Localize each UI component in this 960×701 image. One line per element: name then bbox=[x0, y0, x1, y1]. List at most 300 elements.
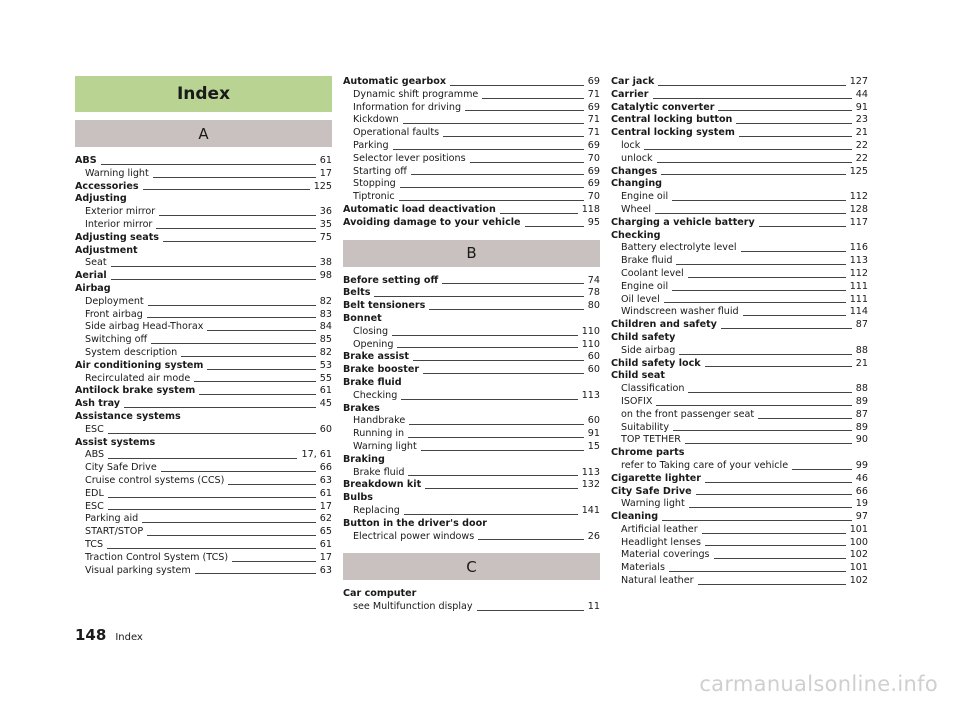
entry-label: Wheel bbox=[621, 203, 652, 215]
entry-label: Traction Control System (TCS) bbox=[85, 551, 229, 563]
dot-leader bbox=[736, 123, 851, 124]
dot-leader bbox=[705, 545, 846, 546]
entry-label: Parking aid bbox=[85, 513, 139, 525]
entry-page-ref[interactable]: 61 bbox=[319, 538, 332, 550]
entry-page-ref[interactable]: 63 bbox=[319, 474, 332, 486]
index-entry bbox=[611, 114, 868, 127]
dot-leader bbox=[525, 226, 584, 227]
entry-label: START/STOP bbox=[85, 526, 144, 538]
index-subentry bbox=[343, 531, 600, 544]
entry-label: Ash tray bbox=[75, 398, 121, 410]
entry-page-ref[interactable]: 117 bbox=[849, 216, 868, 228]
index-subentry bbox=[343, 415, 600, 428]
index-subentry bbox=[611, 306, 868, 319]
entry-page-ref[interactable]: 66 bbox=[855, 485, 868, 497]
entry-page-ref[interactable]: 141 bbox=[581, 504, 600, 516]
entry-page-ref[interactable]: 88 bbox=[855, 383, 868, 395]
dot-leader bbox=[743, 315, 846, 316]
index-subentry bbox=[75, 565, 332, 578]
entry-label: Button in the driver's door bbox=[343, 517, 487, 529]
index-subentry bbox=[75, 552, 332, 565]
entry-label: Starting off bbox=[353, 165, 407, 177]
section-spacer bbox=[343, 543, 600, 553]
index-subentry bbox=[343, 467, 600, 480]
entry-label: Windscreen washer fluid bbox=[621, 306, 739, 318]
entry-page-ref[interactable]: 22 bbox=[855, 139, 868, 151]
entry-page-ref[interactable]: 75 bbox=[319, 231, 332, 243]
dot-leader bbox=[421, 450, 584, 451]
index-subentry bbox=[611, 383, 868, 396]
entry-label: ESC bbox=[85, 423, 104, 435]
entry-label: City Safe Drive bbox=[85, 462, 157, 474]
entry-page-ref[interactable]: 71 bbox=[587, 114, 600, 126]
index-entry bbox=[343, 313, 600, 326]
dot-leader bbox=[465, 110, 584, 111]
index-subentry bbox=[343, 166, 600, 179]
entry-label: Exterior mirror bbox=[85, 206, 156, 218]
entry-label: Front airbag bbox=[85, 308, 143, 320]
entry-label: Adjusting seats bbox=[75, 231, 160, 243]
dot-leader bbox=[477, 610, 584, 611]
entry-label: ABS bbox=[75, 155, 97, 166]
dot-leader bbox=[685, 443, 852, 444]
entry-label: Parking bbox=[353, 139, 389, 151]
index-entry bbox=[343, 204, 600, 217]
entry-label: Assist systems bbox=[75, 436, 156, 448]
entry-page-ref[interactable]: 99 bbox=[855, 459, 868, 471]
index-column-1 bbox=[75, 76, 332, 577]
entry-page-ref[interactable]: 17 bbox=[319, 500, 332, 512]
entry-page-ref[interactable]: 128 bbox=[849, 203, 868, 215]
index-subentry bbox=[75, 206, 332, 219]
dot-leader bbox=[392, 335, 578, 336]
entry-page-ref[interactable]: 87 bbox=[855, 408, 868, 420]
entry-label: Car computer bbox=[343, 588, 417, 600]
entry-page-ref[interactable]: 83 bbox=[319, 308, 332, 320]
index-subentry bbox=[611, 281, 868, 294]
entry-label: Cleaning bbox=[611, 511, 659, 523]
index-subentry bbox=[75, 513, 332, 526]
entry-label: Belts bbox=[343, 287, 371, 299]
entry-label: Warning light bbox=[353, 440, 417, 452]
entry-page-ref[interactable]: 69 bbox=[587, 101, 600, 113]
entry-label: Operational faults bbox=[353, 127, 440, 139]
entry-page-ref[interactable]: 102 bbox=[849, 549, 868, 561]
index-subentry bbox=[611, 191, 868, 204]
entry-page-ref[interactable]: 38 bbox=[319, 257, 332, 269]
dot-leader bbox=[478, 539, 584, 540]
dot-leader bbox=[147, 317, 316, 318]
index-entry bbox=[611, 102, 868, 115]
entry-page-ref[interactable]: 125 bbox=[849, 165, 868, 177]
index-entry bbox=[611, 332, 868, 345]
dot-leader bbox=[705, 366, 852, 367]
dot-leader bbox=[425, 488, 578, 489]
entry-page-ref[interactable]: 95 bbox=[587, 216, 600, 228]
entry-page-ref[interactable]: 82 bbox=[319, 295, 332, 307]
entry-label: Child seat bbox=[611, 370, 665, 382]
dot-leader bbox=[658, 85, 845, 86]
entry-page-ref[interactable]: 60 bbox=[587, 364, 600, 376]
index-entry bbox=[343, 588, 600, 601]
dot-leader bbox=[423, 373, 584, 374]
entry-label: Charging a vehicle battery bbox=[611, 216, 755, 228]
index-subentry bbox=[343, 601, 600, 614]
entry-page-ref[interactable]: 61 bbox=[319, 385, 332, 397]
entry-label: EDL bbox=[85, 487, 104, 499]
dot-leader bbox=[101, 164, 316, 165]
dot-leader bbox=[661, 174, 845, 175]
dot-leader bbox=[108, 458, 297, 459]
index-entry bbox=[611, 127, 868, 140]
entry-label: Cigarette lighter bbox=[611, 472, 702, 484]
index-subentry bbox=[343, 428, 600, 441]
entry-page-ref[interactable]: 116 bbox=[849, 242, 868, 254]
entry-label: see Multifunction display bbox=[353, 601, 473, 613]
index-entry bbox=[343, 377, 600, 390]
dot-leader bbox=[792, 469, 852, 470]
dot-leader bbox=[741, 251, 846, 252]
entry-page-ref[interactable]: 85 bbox=[319, 334, 332, 346]
entry-label: Child safety bbox=[611, 331, 676, 343]
entry-label: Switching off bbox=[85, 334, 148, 346]
entry-label: Automatic load deactivation bbox=[343, 203, 496, 215]
index-subentry bbox=[611, 140, 868, 153]
dot-leader bbox=[672, 290, 846, 291]
entry-label: Brake assist bbox=[343, 351, 409, 363]
dot-leader bbox=[759, 226, 846, 227]
dot-leader bbox=[232, 561, 316, 562]
entry-page-ref[interactable]: 61 bbox=[319, 155, 332, 166]
entry-page-ref[interactable]: 84 bbox=[319, 321, 332, 333]
entry-label: refer to Taking care of your vehicle bbox=[621, 459, 789, 471]
entry-label: Antilock brake system bbox=[75, 385, 196, 397]
entry-page-ref[interactable]: 118 bbox=[581, 203, 600, 215]
dot-leader bbox=[151, 343, 316, 344]
entry-page-ref[interactable]: 111 bbox=[849, 280, 868, 292]
entry-page-ref[interactable]: 101 bbox=[849, 523, 868, 535]
dot-leader bbox=[669, 571, 846, 572]
entry-label: Natural leather bbox=[621, 575, 694, 587]
index-entry bbox=[611, 511, 868, 524]
entry-page-ref[interactable]: 132 bbox=[581, 479, 600, 491]
dot-leader bbox=[159, 215, 316, 216]
index-subentry bbox=[75, 424, 332, 437]
entry-page-ref[interactable]: 69 bbox=[587, 165, 600, 177]
index-entry bbox=[611, 358, 868, 371]
entry-page-ref[interactable]: 60 bbox=[587, 351, 600, 363]
entry-label: Classification bbox=[621, 383, 685, 395]
index-subentry bbox=[343, 140, 600, 153]
entry-page-ref[interactable]: 63 bbox=[319, 564, 332, 576]
index-entry bbox=[343, 300, 600, 313]
entry-page-ref[interactable]: 113 bbox=[849, 255, 868, 267]
index-entry bbox=[611, 486, 868, 499]
index-subentry bbox=[611, 294, 868, 307]
dot-leader bbox=[758, 418, 852, 419]
dot-leader bbox=[400, 187, 584, 188]
entry-label: Bulbs bbox=[343, 492, 374, 504]
index-entry bbox=[343, 479, 600, 492]
entry-page-ref[interactable]: 110 bbox=[581, 338, 600, 350]
dot-leader bbox=[374, 296, 583, 297]
entry-label: Child safety lock bbox=[611, 357, 701, 369]
dot-leader bbox=[739, 136, 852, 137]
dot-leader bbox=[111, 266, 316, 267]
dot-leader bbox=[656, 405, 851, 406]
entry-page-ref[interactable]: 60 bbox=[319, 423, 332, 435]
index-subentry bbox=[75, 373, 332, 386]
entry-page-ref[interactable]: 69 bbox=[587, 139, 600, 151]
entry-label: Central locking button bbox=[611, 114, 733, 126]
entry-page-ref[interactable]: 98 bbox=[319, 270, 332, 282]
index-subentry bbox=[75, 168, 332, 181]
entry-page-ref[interactable]: 102 bbox=[849, 575, 868, 587]
entry-page-ref[interactable]: 26 bbox=[587, 530, 600, 542]
entry-page-ref[interactable]: 60 bbox=[587, 415, 600, 427]
entry-label: Brake booster bbox=[343, 364, 420, 376]
entry-label: Side airbag bbox=[621, 344, 676, 356]
section-letter-header: C bbox=[343, 553, 600, 580]
dot-leader bbox=[194, 381, 316, 382]
index-subentry bbox=[611, 255, 868, 268]
index-subentry bbox=[75, 539, 332, 552]
entry-label: Dynamic shift programme bbox=[353, 88, 479, 100]
dot-leader bbox=[721, 328, 852, 329]
entry-label: Adjustment bbox=[75, 244, 138, 256]
index-subentry bbox=[343, 339, 600, 352]
index-subentry bbox=[75, 475, 332, 488]
entry-label: Kickdown bbox=[353, 114, 399, 126]
entry-page-ref[interactable]: 97 bbox=[855, 511, 868, 523]
dot-leader bbox=[676, 264, 845, 265]
index-entry bbox=[611, 319, 868, 332]
index-subentry bbox=[343, 191, 600, 204]
entry-page-ref[interactable]: 111 bbox=[849, 293, 868, 305]
index-entry bbox=[75, 283, 332, 296]
entry-label: Replacing bbox=[353, 504, 400, 516]
entry-page-ref[interactable]: 71 bbox=[587, 88, 600, 100]
entry-page-ref[interactable]: 91 bbox=[587, 428, 600, 440]
entry-label: Headlight lenses bbox=[621, 536, 701, 548]
index-subentry bbox=[75, 309, 332, 322]
entry-page-ref[interactable]: 112 bbox=[849, 267, 868, 279]
entry-label: Engine oil bbox=[621, 191, 669, 203]
entry-label: Car jack bbox=[611, 76, 655, 87]
dot-leader bbox=[403, 123, 584, 124]
entry-page-ref[interactable]: 114 bbox=[849, 306, 868, 318]
entry-page-ref[interactable]: 53 bbox=[319, 359, 332, 371]
entry-page-ref[interactable]: 21 bbox=[855, 127, 868, 139]
entry-page-ref[interactable]: 17, 61 bbox=[301, 449, 332, 461]
index-subentry bbox=[611, 524, 868, 537]
index-entry bbox=[343, 454, 600, 467]
index-subentry bbox=[611, 268, 868, 281]
entry-page-ref[interactable]: 65 bbox=[319, 526, 332, 538]
entry-page-ref[interactable]: 35 bbox=[319, 218, 332, 230]
index-subentry bbox=[611, 434, 868, 447]
index-subentry bbox=[611, 537, 868, 550]
entry-page-ref[interactable]: 101 bbox=[849, 562, 868, 574]
index-entry bbox=[343, 518, 600, 531]
entry-label: Catalytic converter bbox=[611, 101, 715, 113]
entry-label: Battery electrolyte level bbox=[621, 242, 737, 254]
entry-page-ref[interactable]: 70 bbox=[587, 191, 600, 203]
entry-page-ref[interactable]: 80 bbox=[587, 300, 600, 312]
entry-label: Cruise control systems (CCS) bbox=[85, 474, 225, 486]
entry-page-ref[interactable]: 127 bbox=[849, 76, 868, 87]
dot-leader bbox=[124, 407, 316, 408]
entry-page-ref[interactable]: 100 bbox=[849, 536, 868, 548]
entry-label: Handbrake bbox=[353, 415, 406, 427]
index-subentry bbox=[75, 462, 332, 475]
dot-leader bbox=[662, 520, 852, 521]
entry-label: Braking bbox=[343, 453, 385, 465]
index-subentry bbox=[611, 396, 868, 409]
dot-leader bbox=[470, 162, 584, 163]
index-subentry bbox=[343, 153, 600, 166]
entry-label: Carrier bbox=[611, 88, 649, 100]
entry-label: Engine oil bbox=[621, 280, 669, 292]
dot-leader bbox=[500, 213, 578, 214]
entry-page-ref[interactable]: 17 bbox=[319, 551, 332, 563]
entry-page-ref[interactable]: 46 bbox=[855, 472, 868, 484]
entry-label: Warning light bbox=[85, 167, 149, 179]
dot-leader bbox=[644, 149, 851, 150]
entry-label: Brakes bbox=[343, 402, 380, 414]
index-entry bbox=[611, 217, 868, 230]
entry-label: Side airbag Head-Thorax bbox=[85, 321, 204, 333]
section-spacer bbox=[343, 230, 600, 240]
entry-label: Before setting off bbox=[343, 274, 439, 286]
index-entry bbox=[75, 270, 332, 283]
entry-page-ref[interactable]: 23 bbox=[855, 114, 868, 126]
dot-leader bbox=[413, 360, 584, 361]
entry-page-ref[interactable]: 19 bbox=[855, 498, 868, 510]
entry-page-ref[interactable]: 70 bbox=[587, 152, 600, 164]
index-subentry bbox=[611, 460, 868, 473]
entry-page-ref[interactable]: 125 bbox=[313, 180, 332, 192]
entry-page-ref[interactable]: 71 bbox=[587, 127, 600, 139]
dot-leader bbox=[108, 497, 316, 498]
entry-label: Brake fluid bbox=[343, 376, 402, 388]
watermark: carmanualsonline.info bbox=[699, 672, 938, 696]
entry-page-ref[interactable]: 55 bbox=[319, 372, 332, 384]
index-subentry bbox=[343, 127, 600, 140]
entry-page-ref[interactable]: 15 bbox=[587, 440, 600, 452]
dot-leader bbox=[107, 548, 316, 549]
index-entry bbox=[611, 473, 868, 486]
entry-page-ref[interactable]: 113 bbox=[581, 466, 600, 478]
index-subentry bbox=[611, 498, 868, 511]
entry-page-ref[interactable]: 91 bbox=[855, 101, 868, 113]
entry-page-ref[interactable]: 90 bbox=[855, 434, 868, 446]
dot-leader bbox=[442, 283, 584, 284]
dot-leader bbox=[142, 522, 316, 523]
index-subentry bbox=[611, 345, 868, 358]
entry-label: unlock bbox=[621, 152, 653, 164]
dot-leader bbox=[672, 200, 846, 201]
index-subentry bbox=[343, 505, 600, 518]
dot-leader bbox=[443, 136, 584, 137]
index-subentry bbox=[611, 422, 868, 435]
entry-page-ref[interactable]: 17 bbox=[319, 167, 332, 179]
index-entry bbox=[611, 370, 868, 383]
entry-page-ref[interactable]: 22 bbox=[855, 152, 868, 164]
entry-page-ref[interactable]: 69 bbox=[587, 178, 600, 190]
index-column-3 bbox=[611, 76, 868, 588]
entry-label: Breakdown kit bbox=[343, 479, 422, 491]
entry-label: Suitability bbox=[621, 421, 670, 433]
entry-page-ref[interactable]: 89 bbox=[855, 421, 868, 433]
entry-page-ref[interactable]: 45 bbox=[319, 398, 332, 410]
dot-leader bbox=[696, 494, 852, 495]
dot-leader bbox=[207, 330, 315, 331]
entry-page-ref[interactable]: 74 bbox=[587, 274, 600, 286]
dot-leader bbox=[411, 174, 584, 175]
dot-leader bbox=[161, 471, 316, 472]
entry-page-ref[interactable]: 11 bbox=[587, 601, 600, 613]
entry-label: Changing bbox=[611, 178, 663, 190]
index-entry bbox=[611, 76, 868, 89]
index-subentry bbox=[75, 219, 332, 232]
entry-page-ref[interactable]: 66 bbox=[319, 462, 332, 474]
index-subentry bbox=[75, 257, 332, 270]
entry-label: Warning light bbox=[621, 498, 685, 510]
entry-page-ref[interactable]: 113 bbox=[581, 389, 600, 401]
entry-page-ref[interactable]: 88 bbox=[855, 344, 868, 356]
dot-leader bbox=[404, 514, 578, 515]
entry-page-ref[interactable]: 36 bbox=[319, 206, 332, 218]
entry-page-ref[interactable]: 82 bbox=[319, 346, 332, 358]
index-column-2 bbox=[343, 76, 600, 614]
entry-page-ref[interactable]: 112 bbox=[849, 191, 868, 203]
entry-page-ref[interactable]: 61 bbox=[319, 487, 332, 499]
index-entry bbox=[343, 403, 600, 416]
entry-label: Airbag bbox=[75, 282, 111, 294]
entry-label: Children and safety bbox=[611, 319, 717, 331]
dot-leader bbox=[698, 584, 846, 585]
index-subentry bbox=[343, 441, 600, 454]
entry-label: on the front passenger seat bbox=[621, 408, 755, 420]
entry-page-ref[interactable]: 89 bbox=[855, 395, 868, 407]
entry-page-ref[interactable]: 78 bbox=[587, 287, 600, 299]
dot-leader bbox=[714, 558, 846, 559]
index-entry bbox=[611, 166, 868, 179]
dot-leader bbox=[705, 482, 852, 483]
section-letter-header: A bbox=[75, 120, 332, 147]
entry-page-ref[interactable]: 62 bbox=[319, 513, 332, 525]
index-subentry bbox=[611, 242, 868, 255]
index-subentry bbox=[611, 204, 868, 217]
entry-page-ref[interactable]: 21 bbox=[855, 357, 868, 369]
entry-label: Adjusting bbox=[75, 193, 127, 205]
entry-page-ref[interactable]: 87 bbox=[855, 319, 868, 331]
entry-page-ref[interactable]: 110 bbox=[581, 325, 600, 337]
dot-leader bbox=[108, 509, 316, 510]
index-entry bbox=[75, 385, 332, 398]
entry-page-ref[interactable]: 69 bbox=[587, 76, 600, 87]
entry-page-ref[interactable]: 44 bbox=[855, 88, 868, 100]
entry-label: Recirculated air mode bbox=[85, 372, 191, 384]
dot-leader bbox=[153, 177, 316, 178]
index-subentry bbox=[343, 114, 600, 127]
dot-leader bbox=[657, 162, 852, 163]
index-entry bbox=[611, 89, 868, 102]
dot-leader bbox=[111, 279, 316, 280]
dot-leader bbox=[163, 241, 316, 242]
index-entry bbox=[75, 360, 332, 373]
